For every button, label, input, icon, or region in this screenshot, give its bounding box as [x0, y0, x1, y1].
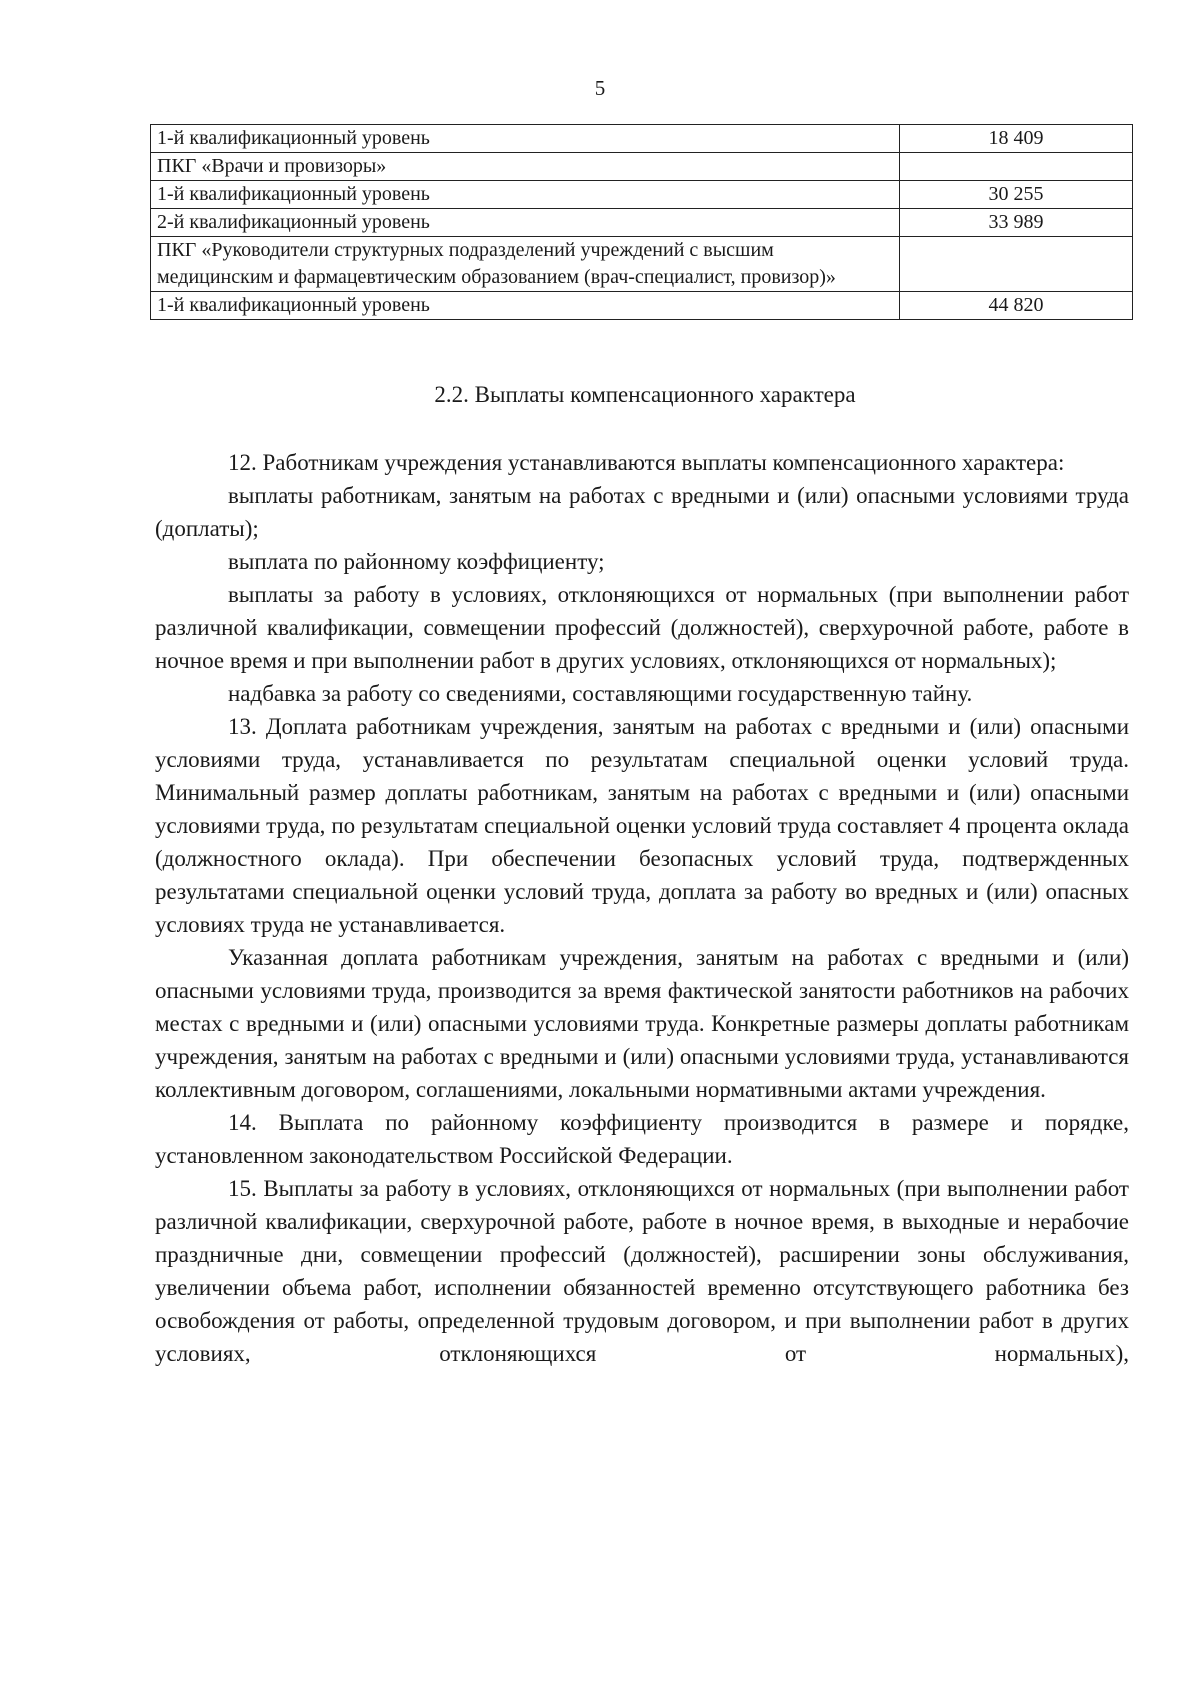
- table-row: [151, 181, 1133, 209]
- page-number: 5: [594, 76, 606, 100]
- table-row: [151, 292, 1133, 320]
- paragraph: Указанная доплата работникам учреждения, занятым на работах с вредными и (или) опасными условиями труда, производится за время фактической занятости работников на рабочих местах с вредными и (или) опасными условиями труда. Конкретные размеры доплаты работникам учреждения, занятым на работах с вредными и (или) опасными условиями труда, устанавливаются коллективным договором, соглашениями, локальными нормативными актами учреждения.: [155, 945, 1129, 1102]
- section-title: 2.2. Выплаты компенсационного характера: [434, 382, 856, 407]
- row-label: ПКГ «Врачи и провизоры»: [151, 153, 900, 181]
- paragraph: выплата по районному коэффициенту;: [228, 549, 605, 574]
- paragraph: выплаты работникам, занятым на работах с вредными и (или) опасными условиями труда (доплаты);: [155, 483, 1129, 541]
- row-label: 1-й квалификационный уровень: [151, 125, 900, 153]
- paragraph: 15. Выплаты за работу в условиях, отклоняющихся от нормальных (при выполнении работ различной квалификации, сверхурочной работе, работе в ночное время, в выходные и нерабочие праздничные дни, совмещении профессий (должностей), расширении зоны обслуживания, увеличении объема работ, исполнении обязанностей временно отсутствующего работника без освобождения от работы, определенной трудовым договором, и при выполнении работ в других условиях, отклоняющихся от нормальных),: [155, 1176, 1129, 1366]
- paragraph: надбавка за работу со сведениями, составляющими государственную тайну.: [228, 681, 973, 706]
- row-value: 44 820: [900, 292, 1133, 320]
- row-value: 18 409: [900, 125, 1133, 153]
- paragraph: 14. Выплата по районному коэффициенту производится в размере и порядке, установленном законодательством Российской Федерации.: [155, 1110, 1129, 1168]
- row-label: 1-й квалификационный уровень: [151, 292, 900, 320]
- paragraph: 12. Работникам учреждения устанавливаются выплаты компенсационного характера:: [228, 450, 1065, 475]
- table-row: [151, 237, 1133, 292]
- row-label: ПКГ «Руководители структурных подразделений учреждений с высшим медицинским и фармацевтическим образованием (врач-специалист, провизор)»: [151, 237, 900, 292]
- table-row: [151, 125, 1133, 153]
- row-value: [900, 153, 1133, 181]
- body-text: [155, 446, 1129, 1370]
- table-row: [151, 209, 1133, 237]
- row-label: 1-й квалификационный уровень: [151, 181, 900, 209]
- paragraph: 13. Доплата работникам учреждения, занятым на работах с вредными и (или) опасными условиями труда, устанавливается по результатам специальной оценки условий труда. Минимальный размер доплаты работникам, занятым на работах с вредными и (или) опасными условиями труда, по результатам специальной оценки условий труда составляет 4 процента оклада (должностного оклада). При обеспечении безопасных условий труда, подтвержденных результатами специальной оценки условий труда, доплата за работу во вредных и (или) опасных условиях труда не устанавливается.: [155, 714, 1129, 937]
- row-value: 30 255: [900, 181, 1133, 209]
- row-label: 2-й квалификационный уровень: [151, 209, 900, 237]
- table-row: [151, 153, 1133, 181]
- paragraph: выплаты за работу в условиях, отклоняющихся от нормальных (при выполнении работ различной квалификации, совмещении профессий (должностей), сверхурочной работе, работе в ночное время и при выполнении работ в других условиях, отклоняющихся от нормальных);: [155, 582, 1129, 673]
- row-value: 33 989: [900, 209, 1133, 237]
- salary-table: [150, 124, 1133, 320]
- row-value: [900, 237, 1133, 292]
